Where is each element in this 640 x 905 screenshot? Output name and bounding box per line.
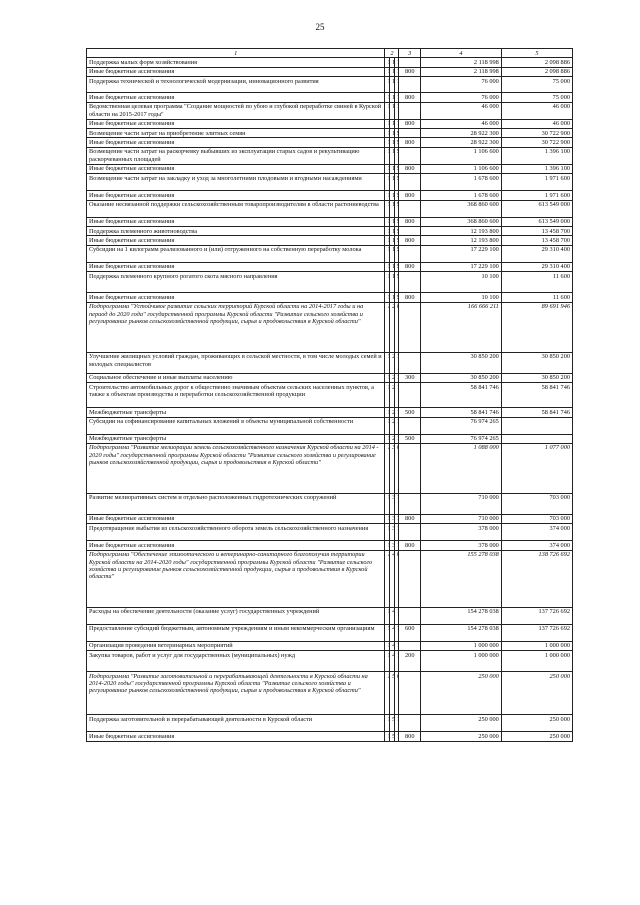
row-amount-year2-cell: 1 971 600 [501, 191, 572, 200]
row-name-cell: Иные бюджетные ассигнования [87, 541, 385, 550]
row-name-cell: Иные бюджетные ассигнования [87, 191, 385, 200]
row-code-sub-cell [390, 641, 395, 650]
row-code-sub-cell [390, 119, 395, 128]
row-name-cell: Иные бюджетные ассигнования [87, 93, 385, 102]
row-amount-year2-cell: 13 458 700 [501, 236, 572, 245]
row-expense-type-cell [399, 174, 421, 191]
row-name-cell: Иные бюджетные ассигнования [87, 514, 385, 523]
row-amount-year2-cell: 703 000 [501, 493, 572, 514]
row-name-cell: Ведомственная целевая программа "Создание мощностей по убою и глубокой переработке свиней в Курской области на 2015-2017 годы" [87, 102, 385, 119]
row-code-gp-cell [385, 434, 390, 443]
row-code-gp-cell [385, 236, 390, 245]
row-amount-year1-cell: 1 088 000 [421, 443, 502, 493]
row-expense-type-cell [399, 550, 421, 607]
table-row [87, 624, 573, 641]
budget-table-body [87, 49, 573, 742]
row-expense-type-cell: 800 [399, 67, 421, 76]
row-amount-year2-cell: 250 000 [501, 672, 572, 715]
row-name-cell: Субсидии на 1 килограмм реализованного и (или) отгруженного на собственную переработку молока [87, 245, 385, 262]
row-amount-year1-cell: 1 106 600 [421, 147, 502, 164]
row-amount-year2-cell: 46 000 [501, 102, 572, 119]
row-amount-year1-cell: 250 000 [421, 672, 502, 715]
row-expense-type-cell: 800 [399, 191, 421, 200]
table-row [87, 293, 573, 302]
table-row [87, 641, 573, 650]
row-amount-year1-cell: 250 000 [421, 732, 502, 741]
row-amount-year1-cell: 154 278 038 [421, 607, 502, 624]
table-row [87, 541, 573, 550]
row-name-cell: Организация проведения ветеринарных мероприятий [87, 641, 385, 650]
row-amount-year1-cell: 1 000 000 [421, 651, 502, 672]
row-amount-year1-cell: 58 841 746 [421, 408, 502, 417]
row-name-cell: Поддержка племенного животноводства [87, 227, 385, 236]
table-row [87, 200, 573, 217]
table-row [87, 443, 573, 493]
row-amount-year2-cell: 613 549 000 [501, 200, 572, 217]
row-code-dir-cell [394, 262, 399, 271]
row-expense-type-cell: 800 [399, 164, 421, 173]
row-code-dir-cell [394, 641, 399, 650]
row-code-sub-cell [390, 408, 395, 417]
row-amount-year2-cell: 374 000 [501, 524, 572, 541]
table-row [87, 272, 573, 293]
table-row [87, 651, 573, 672]
row-expense-type-cell [399, 227, 421, 236]
row-expense-type-cell: 800 [399, 732, 421, 741]
row-code-gp-cell [385, 129, 390, 138]
row-code-gp-cell [385, 373, 390, 382]
row-amount-year1-cell: 154 278 038 [421, 624, 502, 641]
table-row [87, 236, 573, 245]
table-row [87, 493, 573, 514]
table-row [87, 164, 573, 173]
row-code-sub-cell [390, 191, 395, 200]
page-number: 25 [315, 22, 325, 32]
row-expense-type-cell [399, 245, 421, 262]
row-name-cell: Иные бюджетные ассигнования [87, 164, 385, 173]
row-amount-year1-cell: 17 229 100 [421, 262, 502, 271]
row-amount-year2-cell: 374 000 [501, 541, 572, 550]
row-amount-year1-cell: 710 000 [421, 493, 502, 514]
row-name-cell: Улучшение жилищных условий граждан, проживающих в сельской местности, в том числе молодых семей и молодых специалистов [87, 352, 385, 373]
row-expense-type-cell [399, 493, 421, 514]
table-row [87, 77, 573, 93]
row-code-gp-cell [385, 732, 390, 741]
row-code-sub-cell [390, 217, 395, 226]
row-amount-year1-cell: 58 841 746 [421, 383, 502, 408]
row-amount-year1-cell: 12 193 800 [421, 236, 502, 245]
row-code-dir-cell [394, 217, 399, 226]
row-amount-year1-cell: 1 000 000 [421, 641, 502, 650]
row-name-cell: Поддержка заготовительной и перерабатывающей деятельности в Курской области [87, 715, 385, 732]
table-row [87, 434, 573, 443]
row-amount-year1-cell: 710 000 [421, 514, 502, 523]
row-amount-year1-cell: 10 100 [421, 272, 502, 293]
table-row [87, 732, 573, 741]
row-code-dir-cell [394, 732, 399, 741]
row-amount-year2-cell: 29 310 400 [501, 262, 572, 271]
row-expense-type-cell: 800 [399, 93, 421, 102]
row-expense-type-cell: 800 [399, 217, 421, 226]
row-code-dir-cell [394, 408, 399, 417]
table-row [87, 58, 573, 67]
row-name-cell: Субсидии на софинансирование капитальных вложений в объекты муниципальной собственности [87, 417, 385, 434]
row-name-cell: Иные бюджетные ассигнования [87, 236, 385, 245]
row-expense-type-cell: 800 [399, 262, 421, 271]
row-expense-type-cell: 800 [399, 541, 421, 550]
row-code-sub-cell [390, 67, 395, 76]
row-code-gp-cell [385, 217, 390, 226]
table-row [87, 174, 573, 191]
row-code-sub-cell [390, 227, 395, 236]
row-code-sub-cell [390, 541, 395, 550]
row-expense-type-cell [399, 302, 421, 352]
row-name-cell: Возмещение части затрат на раскорчевку выбывших из эксплуатации старых садов и рекультивацию раскорчеванных площадей [87, 147, 385, 164]
row-code-dir-cell [394, 58, 399, 67]
row-amount-year1-cell: 46 000 [421, 102, 502, 119]
row-amount-year2-cell [501, 417, 572, 434]
row-amount-year2-cell: 29 310 400 [501, 245, 572, 262]
table-row [87, 119, 573, 128]
row-name-cell: Иные бюджетные ассигнования [87, 732, 385, 741]
row-code-gp-cell [385, 191, 390, 200]
row-name-cell: Оказание несвязанной поддержки сельскохозяйственным товаропроизводителям в области растениеводства [87, 200, 385, 217]
row-amount-year1-cell: 378 000 [421, 524, 502, 541]
row-code-dir-cell [394, 293, 399, 302]
row-code-dir-cell [394, 227, 399, 236]
table-row [87, 102, 573, 119]
row-amount-year1-cell: 2 118 998 [421, 67, 502, 76]
row-expense-type-cell [399, 272, 421, 293]
row-code-sub-cell [390, 514, 395, 523]
row-expense-type-cell [399, 672, 421, 715]
row-amount-year1-cell: 1 678 600 [421, 191, 502, 200]
row-expense-type-cell: 800 [399, 293, 421, 302]
row-name-cell: Строительство автомобильных дорог к общественно значимым объектам сельских населенных пунктов, а также к объектам производства и переработки сельскохозяйственной продукции [87, 383, 385, 408]
row-amount-year1-cell: 368 860 600 [421, 217, 502, 226]
row-amount-year1-cell: 28 922 300 [421, 138, 502, 147]
row-expense-type-cell [399, 443, 421, 493]
row-name-cell: Поддержка технической и технологической модернизации, инновационного развития [87, 77, 385, 93]
row-expense-type-cell [399, 352, 421, 373]
row-code-dir-cell [394, 236, 399, 245]
row-amount-year2-cell: 13 458 700 [501, 227, 572, 236]
row-amount-year2-cell: 1 000 000 [501, 651, 572, 672]
table-row [87, 607, 573, 624]
row-name-cell: Иные бюджетные ассигнования [87, 138, 385, 147]
row-amount-year2-cell: 75 000 [501, 77, 572, 93]
row-code-gp-cell [385, 93, 390, 102]
header-cell-2: 2 [385, 49, 399, 58]
row-amount-year2-cell: 75 000 [501, 93, 572, 102]
row-amount-year1-cell: 368 860 600 [421, 200, 502, 217]
row-code-sub-cell [390, 732, 395, 741]
row-expense-type-cell [399, 607, 421, 624]
row-amount-year2-cell: 1 396 100 [501, 164, 572, 173]
row-name-cell: Межбюджетные трансферты [87, 408, 385, 417]
row-amount-year2-cell: 11 600 [501, 272, 572, 293]
row-expense-type-cell: 600 [399, 624, 421, 641]
row-amount-year2-cell: 137 726 692 [501, 607, 572, 624]
table-row [87, 302, 573, 352]
header-cell-1: 1 [87, 49, 385, 58]
row-name-cell: Поддержка племенного крупного рогатого скота мясного направления [87, 272, 385, 293]
row-expense-type-cell: 300 [399, 373, 421, 382]
row-name-cell: Подпрограмма "Развитие заготовительной и перерабатывающей деятельности в Курской области на 2014-2020 годы" государственной программы Курской области "Развитие сельского хозяйства и регулирование рынков сельскохозяйственной продукции, сырья и продовольствия в Курской области" [87, 672, 385, 715]
row-code-gp-cell [385, 641, 390, 650]
row-amount-year2-cell: 250 000 [501, 732, 572, 741]
row-name-cell: Иные бюджетные ассигнования [87, 119, 385, 128]
table-row [87, 550, 573, 607]
row-code-dir-cell [394, 373, 399, 382]
row-amount-year2-cell: 138 726 692 [501, 550, 572, 607]
row-name-cell: Социальное обеспечение и иные выплаты населению [87, 373, 385, 382]
table-row [87, 373, 573, 382]
row-code-sub-cell [390, 434, 395, 443]
row-code-sub-cell [390, 164, 395, 173]
row-amount-year2-cell: 30 850 200 [501, 373, 572, 382]
table-row [87, 129, 573, 138]
row-amount-year2-cell: 2 098 886 [501, 67, 572, 76]
table-row [87, 514, 573, 523]
row-code-sub-cell [390, 293, 395, 302]
row-amount-year1-cell: 30 850 200 [421, 352, 502, 373]
row-code-dir-cell [394, 119, 399, 128]
row-name-cell: Развитие мелиоративных систем и отдельно расположенных гидротехнических сооружений [87, 493, 385, 514]
row-amount-year1-cell: 17 229 100 [421, 245, 502, 262]
table-row [87, 245, 573, 262]
row-expense-type-cell: 800 [399, 514, 421, 523]
row-expense-type-cell [399, 417, 421, 434]
row-name-cell: Иные бюджетные ассигнования [87, 67, 385, 76]
row-amount-year1-cell: 2 118 998 [421, 58, 502, 67]
table-row [87, 138, 573, 147]
row-amount-year2-cell: 30 722 900 [501, 138, 572, 147]
row-expense-type-cell [399, 383, 421, 408]
header-row [87, 49, 573, 58]
row-code-gp-cell [385, 293, 390, 302]
row-amount-year1-cell: 76 000 [421, 77, 502, 93]
row-amount-year1-cell: 76 974 265 [421, 434, 502, 443]
row-code-sub-cell [390, 373, 395, 382]
row-expense-type-cell [399, 77, 421, 93]
row-amount-year1-cell: 12 193 800 [421, 227, 502, 236]
row-amount-year1-cell: 378 000 [421, 541, 502, 550]
table-row [87, 672, 573, 715]
row-name-cell: Закупка товаров, работ и услуг для государственных (муниципальных) нужд [87, 651, 385, 672]
row-amount-year2-cell: 58 841 746 [501, 383, 572, 408]
row-expense-type-cell [399, 147, 421, 164]
header-cell-4: 4 [421, 49, 502, 58]
budget-table [86, 48, 573, 742]
table-row [87, 67, 573, 76]
row-amount-year2-cell: 30 850 200 [501, 352, 572, 373]
row-name-cell: Поддержка малых форм хозяйствования [87, 58, 385, 67]
row-amount-year2-cell: 2 098 886 [501, 58, 572, 67]
row-expense-type-cell: 800 [399, 138, 421, 147]
row-amount-year2-cell: 1 000 000 [501, 641, 572, 650]
row-code-gp-cell [385, 119, 390, 128]
row-name-cell: Расходы на обеспечение деятельности (оказание услуг) государственных учреждений [87, 607, 385, 624]
row-amount-year2-cell: 30 722 900 [501, 129, 572, 138]
row-code-dir-cell [394, 541, 399, 550]
row-amount-year1-cell: 166 666 211 [421, 302, 502, 352]
row-code-sub-cell [390, 236, 395, 245]
table-row [87, 524, 573, 541]
table-row [87, 417, 573, 434]
row-name-cell: Межбюджетные трансферты [87, 434, 385, 443]
row-amount-year2-cell: 58 841 746 [501, 408, 572, 417]
table-row [87, 227, 573, 236]
row-expense-type-cell [399, 715, 421, 732]
table-row [87, 93, 573, 102]
header-cell-3: 3 [399, 49, 421, 58]
row-expense-type-cell: 500 [399, 408, 421, 417]
row-amount-year2-cell [501, 434, 572, 443]
table-row [87, 383, 573, 408]
row-name-cell: Предоставление субсидий бюджетным, автономным учреждениям и иным некоммерческим организациям [87, 624, 385, 641]
row-code-dir-cell [394, 138, 399, 147]
row-amount-year1-cell: 155 278 038 [421, 550, 502, 607]
row-code-dir-cell [394, 514, 399, 523]
row-code-sub-cell [390, 138, 395, 147]
row-amount-year1-cell: 250 000 [421, 715, 502, 732]
row-amount-year2-cell: 703 000 [501, 514, 572, 523]
row-name-cell: Подпрограмма "Развитие мелиорации земель сельскохозяйственного назначения Курской области на 2014 - 2020 годы" государственной программы Курской области "Развитие сельского хозяйства и регулирование рынков сельскохозяйственной продукции, сырья и продовольствия в Курской области" [87, 443, 385, 493]
table-row [87, 147, 573, 164]
row-code-gp-cell [385, 262, 390, 271]
row-amount-year1-cell: 28 922 300 [421, 129, 502, 138]
row-expense-type-cell [399, 129, 421, 138]
row-code-sub-cell [390, 93, 395, 102]
row-amount-year1-cell: 1 678 600 [421, 174, 502, 191]
table-row [87, 191, 573, 200]
row-code-dir-cell [394, 164, 399, 173]
row-expense-type-cell [399, 102, 421, 119]
row-code-gp-cell [385, 138, 390, 147]
row-code-gp-cell [385, 227, 390, 236]
row-expense-type-cell: 800 [399, 119, 421, 128]
row-expense-type-cell [399, 58, 421, 67]
row-code-gp-cell [385, 408, 390, 417]
row-code-dir-cell [394, 129, 399, 138]
row-expense-type-cell [399, 524, 421, 541]
row-name-cell: Предотвращение выбытия из сельскохозяйственного оборота земель сельскохозяйственного назначения [87, 524, 385, 541]
table-row [87, 408, 573, 417]
row-amount-year1-cell: 76 000 [421, 93, 502, 102]
row-name-cell: Иные бюджетные ассигнования [87, 293, 385, 302]
row-expense-type-cell: 800 [399, 236, 421, 245]
row-code-gp-cell [385, 58, 390, 67]
row-expense-type-cell: 500 [399, 434, 421, 443]
row-code-dir-cell [394, 93, 399, 102]
row-code-gp-cell [385, 541, 390, 550]
row-amount-year2-cell: 1 077 000 [501, 443, 572, 493]
row-amount-year2-cell: 1 396 100 [501, 147, 572, 164]
row-name-cell: Иные бюджетные ассигнования [87, 217, 385, 226]
table-row [87, 217, 573, 226]
row-code-dir-cell [394, 434, 399, 443]
row-expense-type-cell: 200 [399, 651, 421, 672]
row-amount-year2-cell: 1 971 600 [501, 174, 572, 191]
row-amount-year1-cell: 30 850 200 [421, 373, 502, 382]
row-name-cell: Подпрограмма "Обеспечение эпизоотического и ветеринарно-санитарного благополучия территории Курской области на 2014-2020 годы" государственной программы Курской области "Развитие сельского хозяйства и регулирование рынков сельскохозяйственной продукции, сырья и продовольствия в Курской области" [87, 550, 385, 607]
row-code-dir-cell [394, 191, 399, 200]
row-amount-year2-cell: 46 000 [501, 119, 572, 128]
row-amount-year2-cell: 137 726 692 [501, 624, 572, 641]
row-code-sub-cell [390, 58, 395, 67]
row-expense-type-cell [399, 200, 421, 217]
row-name-cell: Иные бюджетные ассигнования [87, 262, 385, 271]
row-name-cell: Подпрограмма "Устойчивое развитие сельских территорий Курской области на 2014-2017 годы и на период до 2020 года" государственной программы Курской области "Развитие сельского хозяйства и регулирование рынков сельскохозяйственной продукции, сырья и продовольствия в Курской области" [87, 302, 385, 352]
row-name-cell: Возмещение части затрат на приобретение элитных семян [87, 129, 385, 138]
row-code-sub-cell [390, 129, 395, 138]
row-amount-year2-cell: 11 600 [501, 293, 572, 302]
row-amount-year1-cell: 10 100 [421, 293, 502, 302]
row-amount-year2-cell: 613 549 000 [501, 217, 572, 226]
table-row [87, 262, 573, 271]
row-amount-year1-cell: 76 974 265 [421, 417, 502, 434]
table-row [87, 715, 573, 732]
row-name-cell: Возмещение части затрат на закладку и уход за многолетними плодовыми и ягодными насаждениями [87, 174, 385, 191]
row-code-gp-cell [385, 164, 390, 173]
row-code-dir-cell [394, 67, 399, 76]
row-code-sub-cell [390, 262, 395, 271]
row-amount-year2-cell: 89 691 946 [501, 302, 572, 352]
header-cell-5: 5 [501, 49, 572, 58]
row-expense-type-cell [399, 641, 421, 650]
row-amount-year1-cell: 46 000 [421, 119, 502, 128]
row-amount-year2-cell: 250 000 [501, 715, 572, 732]
row-amount-year1-cell: 1 106 600 [421, 164, 502, 173]
row-code-gp-cell [385, 67, 390, 76]
row-code-gp-cell [385, 514, 390, 523]
table-row [87, 352, 573, 373]
